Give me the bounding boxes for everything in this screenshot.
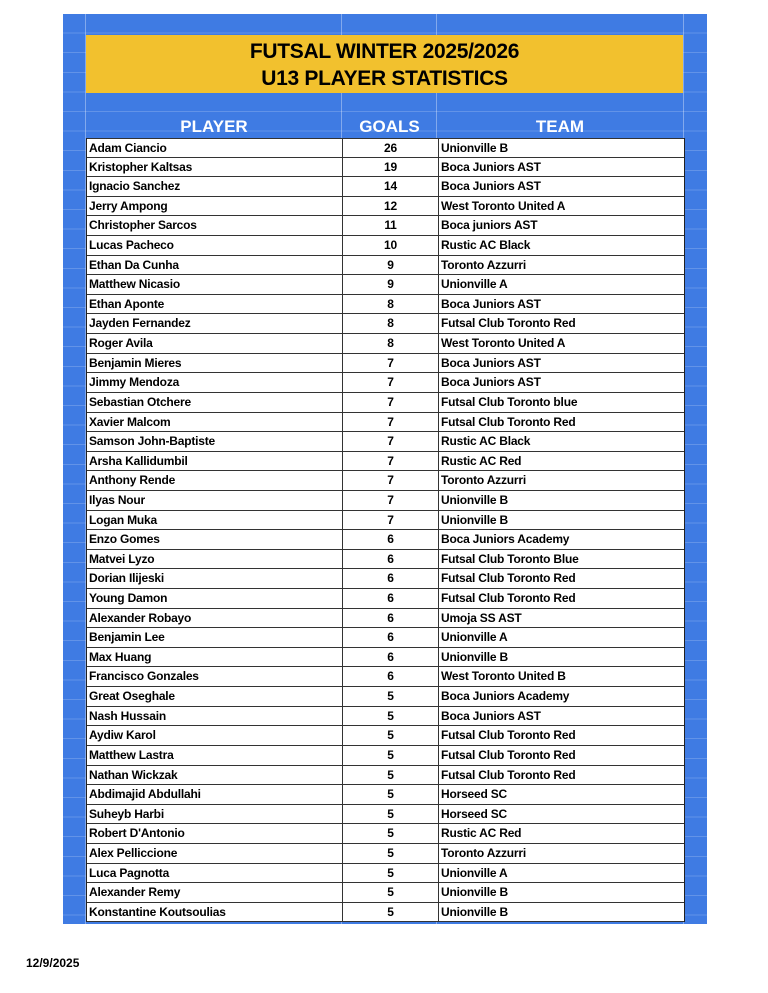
goals-cell: 6: [343, 667, 439, 686]
table-row: [87, 766, 684, 786]
goals-cell: 5: [343, 864, 439, 883]
goals-cell: 5: [343, 785, 439, 804]
team-cell: West Toronto United B: [441, 669, 566, 684]
table-row: [87, 628, 684, 648]
goals-cell: 9: [343, 275, 439, 294]
team-cell: West Toronto United A: [441, 336, 566, 351]
player-cell: Samson John-Baptiste: [87, 432, 343, 451]
goals-cell: 7: [343, 491, 439, 510]
player-cell: Lucas Pacheco: [87, 236, 343, 255]
table-row: [87, 334, 684, 354]
goals-cell: 6: [343, 530, 439, 549]
player-cell: Roger Avila: [87, 334, 343, 353]
goals-cell: 6: [343, 609, 439, 628]
team-cell: Rustic AC Black: [441, 238, 531, 253]
team-cell: Unionville A: [441, 630, 508, 645]
team-cell: Umoja SS AST: [441, 610, 522, 625]
player-cell: Arsha Kallidumbil: [87, 452, 343, 471]
team-cell: Horseed SC: [441, 806, 508, 821]
goals-cell: 5: [343, 726, 439, 745]
table-row: [87, 256, 684, 276]
title-line-2: U13 PLAYER STATISTICS: [261, 67, 508, 90]
player-cell: Alex Pelliccione: [87, 844, 343, 863]
team-cell: Futsal Club Toronto Red: [441, 571, 576, 586]
team-cell: Unionville B: [441, 649, 508, 664]
team-cell: Unionville B: [441, 885, 508, 900]
player-cell: Ethan Aponte: [87, 295, 343, 314]
player-cell: Enzo Gomes: [87, 530, 343, 549]
player-cell: Matthew Lastra: [87, 746, 343, 765]
goals-cell: 6: [343, 648, 439, 667]
team-cell: Rustic AC Red: [441, 826, 522, 841]
goals-cell: 6: [343, 569, 439, 588]
table-row: [87, 785, 684, 805]
goals-cell: 5: [343, 707, 439, 726]
goals-cell: 7: [343, 393, 439, 412]
team-cell: Boca Juniors AST: [441, 708, 541, 723]
player-cell: Logan Muka: [87, 511, 343, 530]
table-row: [87, 413, 684, 433]
player-cell: Anthony Rende: [87, 471, 343, 490]
player-cell: Suheyb Harbi: [87, 805, 343, 824]
player-cell: Nash Hussain: [87, 707, 343, 726]
goals-cell: 5: [343, 824, 439, 843]
table-row: [87, 158, 684, 178]
player-cell: Adam Ciancio: [87, 139, 343, 157]
table-row: [87, 275, 684, 295]
player-cell: Dorian Ilijeski: [87, 569, 343, 588]
team-cell: Rustic AC Red: [441, 453, 522, 468]
goals-cell: 11: [343, 216, 439, 235]
player-cell: Ethan Da Cunha: [87, 256, 343, 275]
table-row: [87, 726, 684, 746]
team-cell: Horseed SC: [441, 787, 508, 802]
table-row: [87, 667, 684, 687]
goals-cell: 6: [343, 628, 439, 647]
goals-cell: 7: [343, 511, 439, 530]
team-cell: Unionville A: [441, 277, 508, 292]
table-row: [87, 864, 684, 884]
goals-cell: 9: [343, 256, 439, 275]
player-cell: Young Damon: [87, 589, 343, 608]
team-cell: Unionville B: [441, 904, 508, 919]
player-cell: Alexander Robayo: [87, 609, 343, 628]
team-cell: Futsal Club Toronto Red: [441, 747, 576, 762]
player-cell: Nathan Wickzak: [87, 766, 343, 785]
team-cell: Toronto Azzurri: [441, 257, 526, 272]
goals-cell: 5: [343, 844, 439, 863]
player-cell: Christopher Sarcos: [87, 216, 343, 235]
table-row: [87, 236, 684, 256]
goals-cell: 12: [343, 197, 439, 216]
table-row: [87, 569, 684, 589]
team-cell: Futsal Club Toronto Red: [441, 767, 576, 782]
team-cell: Unionville B: [441, 492, 508, 507]
player-cell: Kristopher Kaltsas: [87, 158, 343, 177]
table-row: [87, 314, 684, 334]
player-cell: Sebastian Otchere: [87, 393, 343, 412]
title-banner: [86, 35, 683, 93]
table-header: [86, 115, 683, 138]
table-row: [87, 589, 684, 609]
player-cell: Robert D'Antonio: [87, 824, 343, 843]
team-cell: Unionville A: [441, 865, 508, 880]
player-cell: Max Huang: [87, 648, 343, 667]
table-row: [87, 609, 684, 629]
team-cell: Unionville B: [441, 141, 508, 155]
team-cell: Futsal Club Toronto Red: [441, 591, 576, 606]
goals-cell: 7: [343, 452, 439, 471]
goals-cell: 7: [343, 471, 439, 490]
table-row: [87, 844, 684, 864]
team-cell: Toronto Azzurri: [441, 473, 526, 488]
goals-cell: 8: [343, 334, 439, 353]
goals-cell: 6: [343, 589, 439, 608]
team-cell: Futsal Club Toronto Blue: [441, 551, 579, 566]
team-cell: Unionville B: [441, 512, 508, 527]
player-cell: Jimmy Mendoza: [87, 373, 343, 392]
goals-cell: 6: [343, 550, 439, 569]
goals-cell: 7: [343, 413, 439, 432]
goals-cell: 7: [343, 432, 439, 451]
goals-cell: 5: [343, 883, 439, 902]
title-line-1: FUTSAL WINTER 2025/2026: [249, 40, 520, 63]
goals-cell: 8: [343, 314, 439, 333]
team-cell: Boca juniors AST: [441, 218, 538, 233]
team-cell: Futsal Club Toronto Red: [441, 414, 576, 429]
table-row: [87, 295, 684, 315]
player-cell: Konstantine Koutsoulias: [87, 903, 343, 922]
player-cell: Benjamin Lee: [87, 628, 343, 647]
team-cell: Futsal Club Toronto Red: [441, 728, 576, 743]
table-row: [87, 393, 684, 413]
table-row: [87, 746, 684, 766]
team-cell: Boca Juniors Academy: [441, 689, 570, 704]
table-row: [87, 471, 684, 491]
player-cell: Benjamin Mieres: [87, 354, 343, 373]
table-row: [87, 373, 684, 393]
player-cell: Xavier Malcom: [87, 413, 343, 432]
player-cell: Great Oseghale: [87, 687, 343, 706]
header-goals: GOALS: [359, 117, 420, 136]
table-row: [87, 511, 684, 531]
player-cell: Matvei Lyzo: [87, 550, 343, 569]
goals-cell: 8: [343, 295, 439, 314]
team-cell: Boca Juniors AST: [441, 355, 541, 370]
header-player: PLAYER: [180, 117, 248, 136]
table-row: [87, 648, 684, 668]
player-cell: Francisco Gonzales: [87, 667, 343, 686]
table-row: [87, 216, 684, 236]
team-cell: Toronto Azzurri: [441, 845, 526, 860]
table-row: [87, 354, 684, 374]
player-stats-table: [86, 138, 685, 922]
table-row: [87, 903, 684, 923]
goals-cell: 5: [343, 805, 439, 824]
goals-cell: 5: [343, 746, 439, 765]
player-cell: Abdimajid Abdullahi: [87, 785, 343, 804]
goals-cell: 14: [343, 177, 439, 196]
goals-cell: 26: [343, 139, 439, 157]
table-row: [87, 432, 684, 452]
team-cell: West Toronto United A: [441, 198, 566, 213]
team-cell: Rustic AC Black: [441, 434, 531, 449]
player-cell: Luca Pagnotta: [87, 864, 343, 883]
player-cell: Aydiw Karol: [87, 726, 343, 745]
table-row: [87, 138, 684, 158]
print-date: 12/9/2025: [26, 956, 80, 970]
player-cell: Jayden Fernandez: [87, 314, 343, 333]
table-row: [87, 687, 684, 707]
table-row: [87, 707, 684, 727]
team-cell: Futsal Club Toronto blue: [441, 394, 578, 409]
goals-cell: 10: [343, 236, 439, 255]
goals-cell: 7: [343, 354, 439, 373]
table-row: [87, 452, 684, 472]
player-cell: Ilyas Nour: [87, 491, 343, 510]
team-cell: Boca Juniors AST: [441, 159, 541, 174]
goals-cell: 7: [343, 373, 439, 392]
team-cell: Boca Juniors AST: [441, 179, 541, 194]
player-cell: Jerry Ampong: [87, 197, 343, 216]
table-row: [87, 883, 684, 903]
table-row: [87, 197, 684, 217]
table-row: [87, 805, 684, 825]
table-row: [87, 530, 684, 550]
table-row: [87, 824, 684, 844]
goals-cell: 5: [343, 687, 439, 706]
team-cell: Boca Juniors AST: [441, 296, 541, 311]
team-cell: Boca Juniors AST: [441, 375, 541, 390]
player-cell: Alexander Remy: [87, 883, 343, 902]
header-team: TEAM: [535, 117, 585, 136]
goals-cell: 5: [343, 903, 439, 922]
team-cell: Futsal Club Toronto Red: [441, 316, 576, 331]
team-cell: Boca Juniors Academy: [441, 532, 570, 547]
goals-cell: 19: [343, 158, 439, 177]
table-row: [87, 177, 684, 197]
goals-cell: 5: [343, 766, 439, 785]
player-cell: Matthew Nicasio: [87, 275, 343, 294]
player-cell: Ignacio Sanchez: [87, 177, 343, 196]
table-row: [87, 550, 684, 570]
table-row: [87, 491, 684, 511]
